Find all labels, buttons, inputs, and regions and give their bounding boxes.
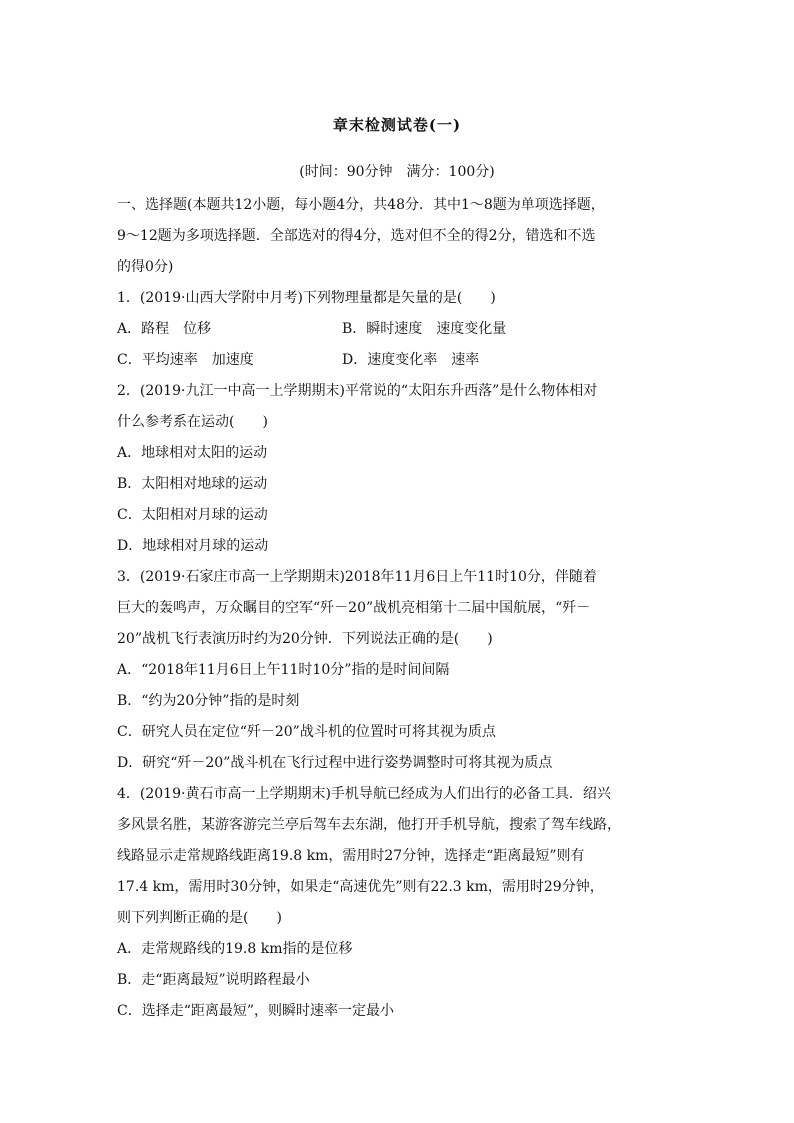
question-3-stem: 巨大的轰鸣声，万众瞩目的空军“歼－20”战机亮相第十二届中国航展，“歼－ (117, 600, 591, 616)
question-1-stem: 1．(2019·山西大学附中月考)下列物理量都是矢量的是( ) (117, 290, 496, 306)
page-title: 章末检测试卷(一) (332, 116, 462, 134)
exam-meta: (时间：90分钟 满分：100分) (299, 164, 495, 180)
question-3-stem: 20”战机飞行表演历时约为20分钟．下列说法正确的是( ) (117, 631, 493, 647)
question-4-option-b: B．走“距离最短”说明路程最小 (117, 972, 310, 988)
question-3-stem: 3．(2019·石家庄市高一上学期期末)2018年11月6日上午11时10分，伴随着 (117, 569, 597, 585)
section-intro-line: 一、选择题(本题共12小题，每小题4分，共48分．其中1～8题为单项选择题， (117, 197, 605, 213)
question-4-stem: 4．(2019·黄石市高一上学期期末)手机导航已经成为人们出行的必备工具．绍兴 (117, 786, 611, 802)
question-4-stem: 17.4 km，需用时30分钟，如果走“高速优先”则有22.3 km，需用时29分钟， (117, 879, 604, 895)
question-4-stem: 则下列判断正确的是( ) (117, 910, 282, 926)
question-2-option-a: A．地球相对太阳的运动 (117, 445, 268, 461)
question-2-option-d: D．地球相对月球的运动 (117, 538, 269, 554)
section-intro-line: 的得0分) (117, 259, 174, 275)
question-2-stem: 2．(2019·九江一中高一上学期期末)平常说的“太阳东升西落”是什么物体相对 (117, 383, 598, 399)
question-2-stem: 什么参考系在运动( ) (117, 414, 268, 430)
question-2-option-b: B．太阳相对地球的运动 (117, 476, 268, 492)
question-3-option-b: B．“约为20分钟”指的是时刻 (117, 693, 300, 709)
question-4-stem: 线路显示走常规路线距离19.8 km，需用时27分钟，选择走“距离最短”则有 (117, 848, 585, 864)
question-4-option-c: C．选择走“距离最短”，则瞬时速率一定最小 (117, 1003, 395, 1019)
question-1-option-b: B．瞬时速度 速度变化量 (342, 321, 507, 337)
question-4-option-a: A．走常规路线的19.8 km指的是位移 (117, 941, 353, 957)
question-2-option-c: C．太阳相对月球的运动 (117, 507, 268, 523)
question-3-option-c: C．研究人员在定位“歼－20”战斗机的位置时可将其视为质点 (117, 724, 496, 740)
question-1-option-d: D．速度变化率 速率 (342, 352, 480, 368)
question-3-option-a: A．“2018年11月6日上午11时10分”指的是时间间隔 (117, 662, 450, 678)
question-4-stem: 多风景名胜，某游客游完兰亭后驾车去东湖，他打开手机导航，搜索了驾车线路， (117, 817, 621, 833)
section-intro-line: 9～12题为多项选择题．全部选对的得4分，选对但不全的得2分，错选和不选 (117, 228, 596, 244)
question-3-option-d: D．研究“歼－20”战斗机在飞行过程中进行姿势调整时可将其视为质点 (117, 755, 553, 771)
question-1-option-c: C．平均速率 加速度 (117, 352, 254, 368)
question-1-option-a: A．路程 位移 (117, 321, 212, 337)
